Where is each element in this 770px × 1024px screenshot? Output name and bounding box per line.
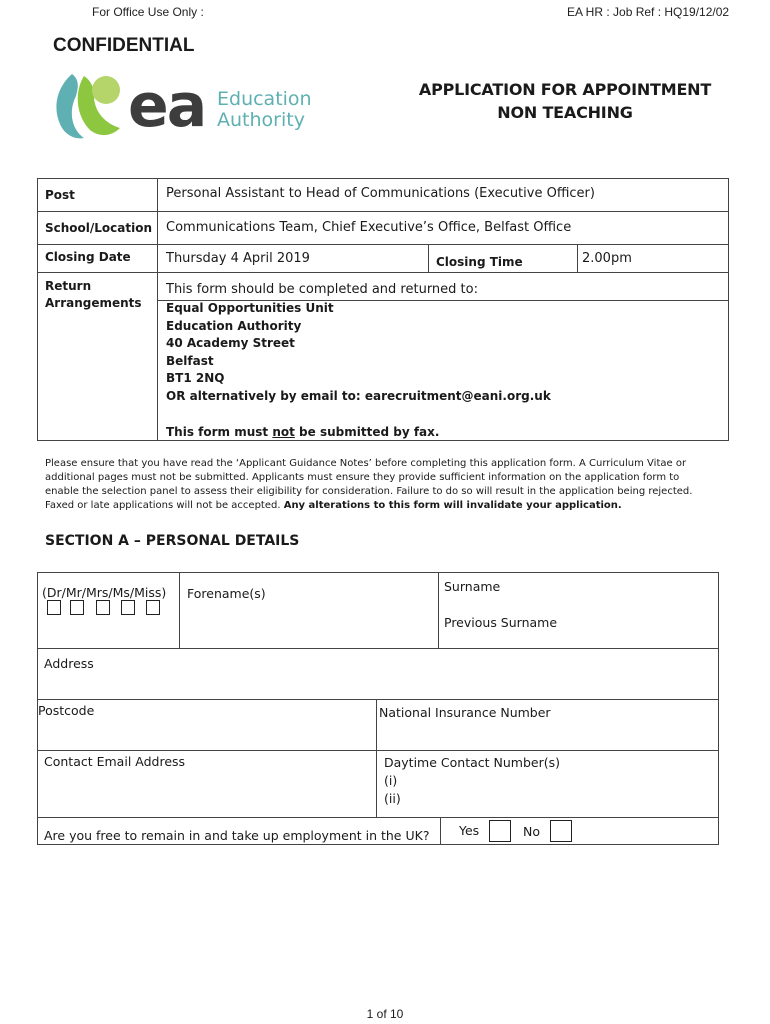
closing-time-value: 2.00pm: [582, 251, 632, 266]
no-label: No: [523, 824, 540, 839]
office-use-label: For Office Use Only :: [92, 5, 204, 19]
logo-line-2: Authority: [217, 109, 305, 131]
daytime-contact-i: (i): [384, 773, 398, 788]
postcode-label: Postcode: [38, 703, 95, 718]
table-divider: [37, 648, 719, 649]
school-value: Communications Team, Chief Executive’s Office, Belfast Office: [166, 220, 572, 235]
daytime-contact-label: Daytime Contact Number(s): [384, 755, 560, 770]
return-address: [166, 300, 716, 405]
return-label: [45, 278, 142, 312]
guidance-note-bold: Any alterations to this form will invalidate your application.: [283, 500, 622, 511]
confidential-label: CONFIDENTIAL: [53, 35, 195, 56]
address-label: Address: [44, 656, 94, 671]
school-label: School/Location: [45, 221, 153, 235]
post-label: Post: [45, 188, 75, 202]
table-divider: [37, 750, 719, 751]
title-dr-checkbox[interactable]: [47, 600, 61, 615]
table-divider: [428, 244, 429, 272]
closing-time-label: Closing Time: [436, 255, 523, 269]
logo-line-1: Education: [217, 88, 312, 110]
table-divider: [37, 817, 719, 818]
email-label: Contact Email Address: [44, 754, 186, 769]
table-divider: [37, 699, 719, 700]
table-divider: [179, 572, 180, 648]
daytime-contact: [384, 754, 560, 808]
yes-checkbox[interactable]: [489, 820, 511, 842]
table-divider: [37, 272, 729, 273]
table-divider: [157, 178, 158, 441]
previous-surname-label: Previous Surname: [444, 615, 558, 630]
return-email-line: OR alternatively by email to: earecruitment@eani.org.uk: [166, 388, 551, 403]
forename-label: Forename(s): [187, 586, 266, 601]
section-a-border: [37, 572, 719, 845]
title-label: (Dr/Mr/Mrs/Ms/Miss): [42, 585, 167, 600]
fax-warning-not: not: [272, 425, 295, 439]
section-a-heading: SECTION A – PERSONAL DETAILS: [45, 533, 300, 549]
return-address-line: 40 Academy Street: [166, 336, 295, 350]
logo-mark: ea: [128, 71, 206, 141]
closing-date-label: Closing Date: [45, 250, 131, 264]
title-ms-checkbox[interactable]: [121, 600, 135, 615]
table-divider: [440, 817, 441, 845]
application-subtitle: NON TEACHING: [497, 103, 633, 122]
fax-warning-start: This form must: [166, 425, 273, 439]
table-divider: [438, 572, 439, 648]
post-value: Personal Assistant to Head of Communications (Executive Officer): [166, 186, 595, 201]
return-address-line: Equal Opportunities Unit: [166, 301, 334, 315]
table-divider: [376, 699, 377, 817]
job-ref: EA HR : Job Ref : HQ19/12/02: [567, 5, 730, 19]
daytime-contact-ii: (ii): [384, 791, 401, 806]
fax-warning: [166, 424, 439, 442]
yes-label: Yes: [459, 823, 480, 838]
table-divider: [37, 244, 729, 245]
return-address-line: Education Authority: [166, 318, 302, 333]
return-address-line: Belfast: [166, 353, 214, 368]
title-mrs-checkbox[interactable]: [96, 600, 110, 615]
title-mr-checkbox[interactable]: [70, 600, 84, 615]
logo-text: [217, 89, 312, 131]
return-label-line-2: Arrangements: [45, 296, 142, 310]
guidance-note: [45, 457, 715, 513]
return-intro: This form should be completed and returned to:: [166, 282, 478, 297]
fax-warning-end: be submitted by fax.: [294, 425, 440, 439]
return-address-line: BT1 2NQ: [166, 371, 225, 385]
no-checkbox[interactable]: [550, 820, 572, 842]
table-divider: [577, 244, 578, 272]
ni-number-label: National Insurance Number: [379, 705, 551, 720]
table-divider: [37, 211, 729, 212]
guidance-note-text: Please ensure that you have read the ‘Applicant Guidance Notes’ before completing this application form. A Curriculum Vitae or additional pages must not be submitted. Applicants must ensure they provide sufficient information on the application form to enable the selection panel to assess their eligibility for consideration. Failure to do so will result in the application being rejected. Faxed or late applications will not be accepted.: [45, 458, 693, 511]
uk-employment-question: Are you free to remain in and take up employment in the UK?: [44, 828, 430, 843]
page-number: 1 of 10: [366, 1007, 404, 1021]
return-label-line-1: Return: [45, 279, 92, 293]
closing-date-value: Thursday 4 April 2019: [166, 251, 310, 266]
title-miss-checkbox[interactable]: [146, 600, 160, 615]
surname-label: Surname: [444, 579, 501, 594]
application-title: APPLICATION FOR APPOINTMENT: [418, 80, 712, 99]
